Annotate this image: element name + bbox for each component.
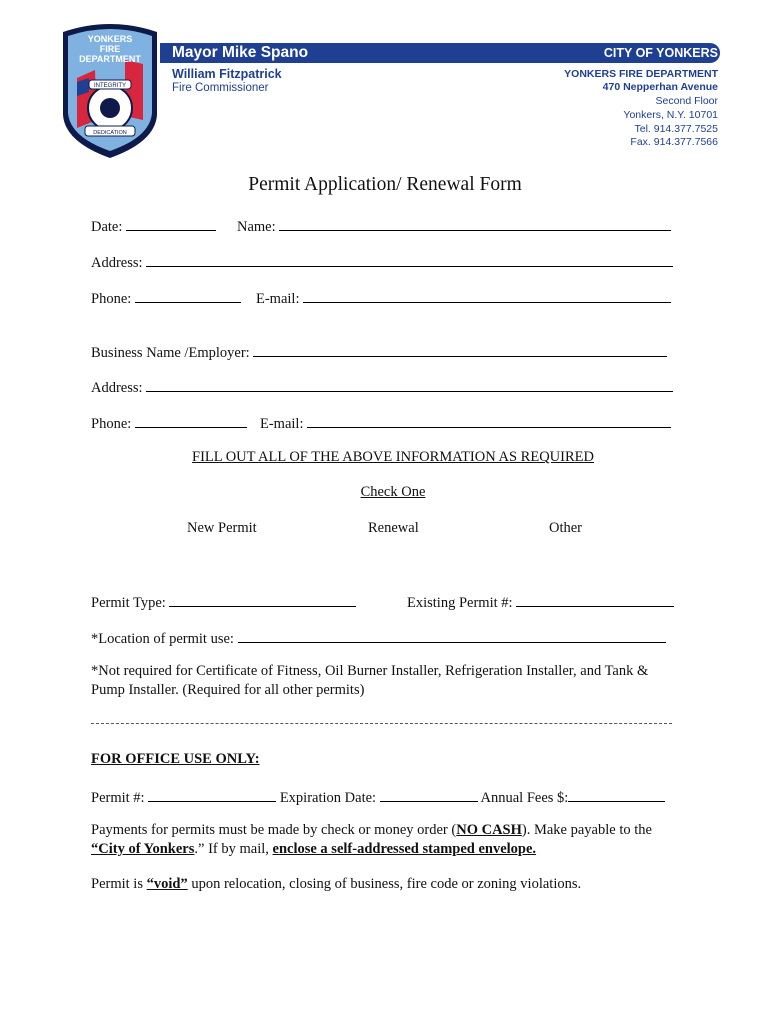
no-cash-text: NO CASH <box>456 822 522 838</box>
business-phone-field[interactable] <box>135 413 247 428</box>
business-address-field[interactable] <box>146 377 673 392</box>
permit-type-field[interactable] <box>169 592 356 607</box>
department-floor: Second Floor <box>655 95 718 107</box>
business-email-field[interactable] <box>307 413 671 428</box>
payment-text-c: .” If by mail, <box>194 841 273 857</box>
envelope-text: enclose a self-addressed stamped envelope. <box>272 841 537 857</box>
address-row <box>91 252 673 272</box>
fill-out-notice: FILL OUT ALL OF THE ABOVE INFORMATION AS REQUIRED <box>192 449 594 465</box>
email-field[interactable] <box>303 288 671 303</box>
business-phone-label: Phone: <box>91 416 132 432</box>
date-label: Date: <box>91 219 123 235</box>
svg-text:DEPARTMENT: DEPARTMENT <box>79 54 141 64</box>
location-field[interactable] <box>238 628 666 643</box>
department-tel: Tel. 914.377.7525 <box>634 123 718 135</box>
office-fields-row <box>91 787 665 807</box>
location-row <box>91 628 666 648</box>
existing-permit-row <box>407 592 674 612</box>
commissioner-title: Fire Commissioner <box>172 82 269 94</box>
void-line <box>91 876 581 893</box>
option-renewal[interactable]: Renewal <box>368 520 419 536</box>
business-email-label: E-mail: <box>260 416 304 432</box>
payment-text-b: ). Make payable to the <box>521 822 652 838</box>
payment-line-2 <box>91 841 536 858</box>
void-text-b: upon relocation, closing of business, fire code or zoning violations. <box>187 876 582 892</box>
location-label: *Location of permit use: <box>91 631 234 647</box>
mayor-name: Mayor Mike Spano <box>172 44 309 61</box>
void-text-a: Permit is <box>91 876 147 892</box>
note-line-1: *Not required for Certificate of Fitness, Oil Burner Installer, Refrigeration Installer, and Tank & <box>91 663 649 679</box>
svg-text:YONKERS: YONKERS <box>87 34 133 44</box>
business-row <box>91 342 667 362</box>
commissioner-name: William Fitzpatrick <box>172 67 282 81</box>
address-field[interactable] <box>146 252 673 267</box>
business-field[interactable] <box>253 342 667 357</box>
permit-type-row <box>91 592 356 612</box>
fire-department-badge-logo <box>55 20 165 160</box>
annual-fees-label: Annual Fees $: <box>480 790 569 806</box>
department-street: 470 Nepperhan Avenue <box>602 81 718 93</box>
expiration-label: Expiration Date: <box>279 790 377 806</box>
city-name: CITY OF YONKERS <box>603 46 718 60</box>
business-label: Business Name /Employer: <box>91 345 250 361</box>
payment-line-1 <box>91 822 652 839</box>
existing-permit-field[interactable] <box>516 592 674 607</box>
address-label: Address: <box>91 255 143 271</box>
svg-text:FIRE: FIRE <box>99 44 121 54</box>
svg-text:INTEGRITY: INTEGRITY <box>93 83 127 89</box>
name-row <box>237 216 671 236</box>
department-name: YONKERS FIRE DEPARTMENT <box>564 68 718 80</box>
department-city: Yonkers, N.Y. 10701 <box>623 109 718 121</box>
svg-text:DEDICATION: DEDICATION <box>93 130 127 136</box>
name-label: Name: <box>237 219 276 235</box>
dotted-divider <box>91 723 672 724</box>
option-new-permit[interactable]: New Permit <box>187 520 257 536</box>
date-row <box>91 216 216 236</box>
permit-number-field[interactable] <box>148 787 276 802</box>
business-phone-row <box>91 413 247 433</box>
note-line-2: Pump Installer. (Required for all other permits) <box>91 682 365 698</box>
phone-label: Phone: <box>91 291 132 307</box>
name-field[interactable] <box>279 216 671 231</box>
expiration-field[interactable] <box>380 787 478 802</box>
permit-number-label: Permit #: <box>91 790 145 806</box>
phone-field[interactable] <box>135 288 241 303</box>
void-word: “void” <box>146 876 188 892</box>
email-label: E-mail: <box>256 291 300 307</box>
office-use-heading: FOR OFFICE USE ONLY: <box>91 751 260 767</box>
city-of-yonkers-text: “City of Yonkers <box>91 841 195 857</box>
phone-row <box>91 288 241 308</box>
business-address-row <box>91 377 673 397</box>
business-email-row <box>260 413 671 433</box>
business-address-label: Address: <box>91 380 143 396</box>
email-row <box>256 288 671 308</box>
payment-text-a: Payments for permits must be made by check or money order ( <box>91 822 457 838</box>
option-other[interactable]: Other <box>549 520 583 536</box>
check-one-label: Check One <box>360 484 426 500</box>
form-title: Permit Application/ Renewal Form <box>248 174 522 195</box>
existing-permit-label: Existing Permit #: <box>407 595 513 611</box>
date-field[interactable] <box>126 216 216 231</box>
permit-type-label: Permit Type: <box>91 595 166 611</box>
annual-fees-field[interactable] <box>568 787 665 802</box>
department-fax: Fax. 914.377.7566 <box>630 136 718 148</box>
